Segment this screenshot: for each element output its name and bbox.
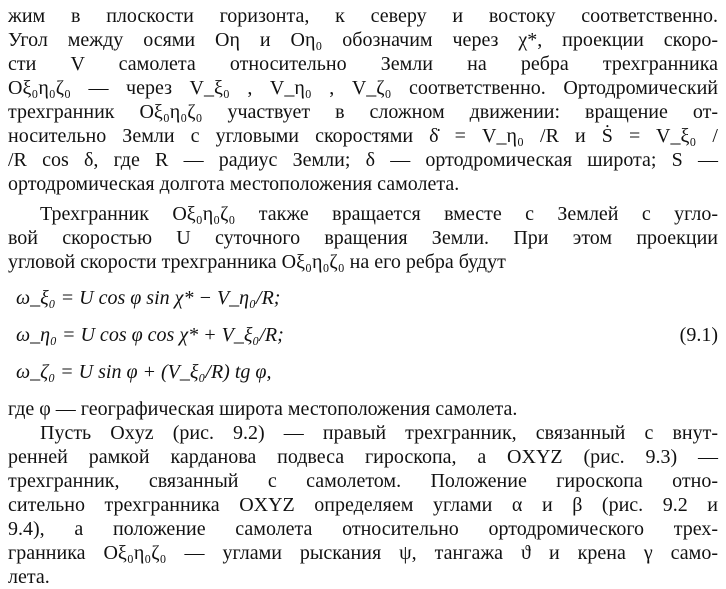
paragraph-2 xyxy=(8,202,718,274)
formula-omega-zeta: ω_ζ₀ = U sin φ + (V_ξ₀/R) tg φ, xyxy=(16,361,272,383)
text-line: лета. xyxy=(8,566,50,588)
formula-explanation xyxy=(8,397,718,421)
text-line: Угол между осями Оη и Оη₀ обозначим через χ*, проекции скоро- xyxy=(8,29,718,51)
text-line: где φ — географическая широта местоположения самолета. xyxy=(8,398,518,420)
text-line: /R cos δ, где R — радиус Земли; δ — ортодромическая широта; S — xyxy=(8,149,718,171)
formula-omega-eta: ω_η₀ = U cos φ cos χ* + V_ξ₀/R; xyxy=(16,324,284,346)
text-line: угловой скорости трехгранника Оξ₀η₀ζ₀ на его ребра будут xyxy=(8,251,506,273)
text-line: жим в плоскости горизонта, к северу и востоку соответственно. xyxy=(8,5,718,27)
text-line: ренней рамкой карданова подвеса гироскопа, а OXYZ (рис. 9.3) — xyxy=(8,446,718,468)
equation-number: (9.1) xyxy=(679,324,718,346)
text-line: Пусть Oxyz (рис. 9.2) — правый трехгранник, связанный с внут- xyxy=(40,422,718,444)
text-line: вой скоростью U суточного вращения Земли. При этом проекции xyxy=(8,227,718,249)
text-line: носительно Земли с угловыми скоростями δ̇ = V_η₀ /R и Ṡ = V_ξ₀ / xyxy=(8,125,718,147)
formula-block xyxy=(8,280,718,391)
text-line: ортодромическая долгота местоположения самолета. xyxy=(8,173,460,195)
text-line: трехгранник Оξ₀η₀ζ₀ участвует в сложном движении: вращение от- xyxy=(8,101,718,123)
paragraph-3 xyxy=(8,421,718,589)
text-line: сительно трехгранника OXYZ определяем углами α и β (рис. 9.2 и xyxy=(8,494,718,516)
text-line: Оξ₀η₀ζ₀ — через V_ξ₀ , V_η₀ , V_ζ₀ соответственно. Ортодромический xyxy=(8,77,718,99)
formula-omega-xi: ω_ξ₀ = U cos φ sin χ* − V_η₀/R; xyxy=(16,287,281,309)
text-line: сти V самолета относительно Земли на ребра трехгранника xyxy=(8,53,718,75)
text-line: гранника Оξ₀η₀ζ₀ — углами рыскания ψ, тангажа ϑ и крена γ само- xyxy=(8,542,718,564)
text-line: Трехгранник Оξ₀η₀ζ₀ также вращается вместе с Землей с угло- xyxy=(40,203,718,225)
paragraph-1 xyxy=(8,4,718,196)
text-line: 9.4), а положение самолета относительно ортодромического трех- xyxy=(8,518,718,540)
text-line: трехгранник, связанный с самолетом. Положение гироскопа отно- xyxy=(8,470,718,492)
